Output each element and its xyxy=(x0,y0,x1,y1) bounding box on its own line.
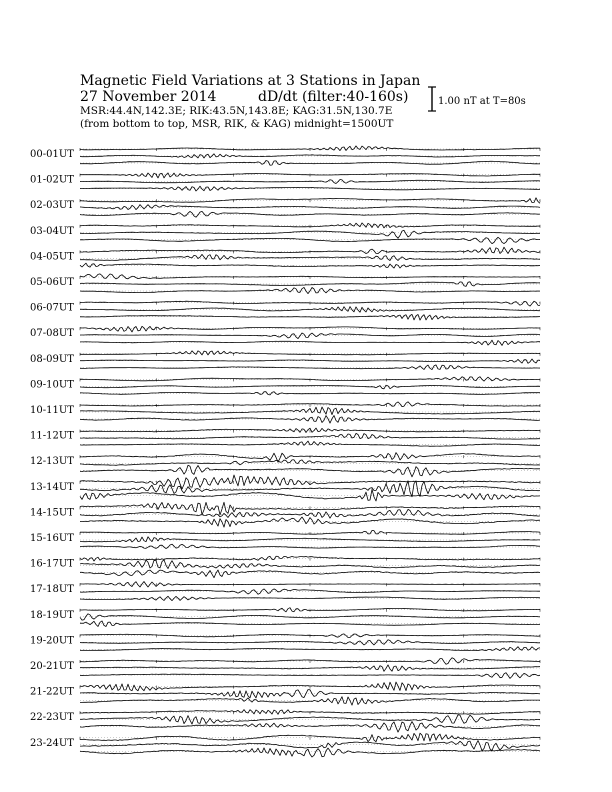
chart-stations: MSR:44.4N,142.3E; RIK:43.5N,143.8E; KAG:31.5N,130.7E xyxy=(80,105,393,117)
hour-label: 05-06UT xyxy=(30,277,74,288)
hour-rows xyxy=(30,146,540,757)
hour-row xyxy=(30,608,540,627)
hour-label: 02-03UT xyxy=(30,200,74,212)
hour-label: 09-10UT xyxy=(30,379,74,391)
hour-label: 20-21UT xyxy=(30,661,74,672)
trace-rik xyxy=(80,254,540,260)
trace-rik xyxy=(80,560,540,569)
trace-msr xyxy=(80,544,540,548)
trace-msr xyxy=(80,748,540,757)
hour-row xyxy=(30,634,540,651)
hour-row xyxy=(30,530,540,548)
hour-label: 22-23UT xyxy=(30,712,74,724)
trace-rik xyxy=(80,433,540,439)
hour-label: 08-09UT xyxy=(30,353,74,365)
hour-row xyxy=(30,146,540,165)
trace-rik xyxy=(80,154,540,158)
trace-rik xyxy=(80,715,540,724)
trace-msr xyxy=(80,673,540,679)
hour-label: 21-22UT xyxy=(30,686,74,698)
trace-msr xyxy=(80,570,540,578)
chart-header xyxy=(80,73,420,130)
trace-msr xyxy=(80,517,540,527)
chart-title: Magnetic Field Variations at 3 Stations in Japan xyxy=(80,73,421,89)
trace-rik xyxy=(80,690,540,698)
hour-row xyxy=(30,556,540,577)
trace-rik xyxy=(80,509,540,518)
chart-date: 27 November 2014 xyxy=(80,89,217,105)
hour-row xyxy=(30,582,540,601)
trace-msr xyxy=(80,237,540,243)
hour-label: 19-20UT xyxy=(30,635,74,647)
trace-rik xyxy=(80,460,540,466)
trace-rik xyxy=(80,230,540,238)
hour-label: 14-15UT xyxy=(30,507,74,519)
hour-label: 16-17UT xyxy=(30,558,74,570)
scale-bar-label: 1.00 nT at T=80s xyxy=(438,96,526,107)
trace-msr xyxy=(80,489,540,501)
hour-row xyxy=(30,502,540,527)
hour-label: 04-05UT xyxy=(30,251,74,263)
hour-row xyxy=(30,326,540,345)
hour-row xyxy=(30,223,540,244)
hour-label: 17-18UT xyxy=(30,584,74,596)
trace-msr xyxy=(80,263,540,268)
hour-label: 10-11UT xyxy=(30,405,74,416)
chart-station-order: (from bottom to top, MSR, RIK, & KAG) midnight=1500UT xyxy=(80,118,394,130)
hour-row xyxy=(30,351,540,370)
hour-row xyxy=(30,658,540,679)
hour-label: 00-01UT xyxy=(30,149,74,160)
trace-msr xyxy=(80,697,540,705)
trace-msr xyxy=(80,287,540,293)
hour-row xyxy=(30,198,540,217)
chart-quantity: dD/dt (filter:40-160s) xyxy=(258,89,409,105)
hour-row xyxy=(30,301,540,320)
trace-rik xyxy=(80,407,540,415)
hour-label: 03-04UT xyxy=(30,225,74,237)
hour-label: 15-16UT xyxy=(30,533,74,544)
hour-label: 23-24UT xyxy=(30,737,74,749)
hour-label: 01-02UT xyxy=(30,174,74,186)
hour-row xyxy=(30,682,540,705)
hour-row xyxy=(30,710,540,733)
hour-label: 07-08UT xyxy=(30,328,74,340)
hour-row xyxy=(30,377,540,395)
hour-row xyxy=(30,733,540,757)
hour-label: 13-14UT xyxy=(30,481,74,493)
hour-label: 11-12UT xyxy=(30,430,74,442)
trace-rik xyxy=(80,589,540,594)
trace-msr xyxy=(80,465,540,477)
trace-rik xyxy=(80,537,540,542)
trace-msr xyxy=(80,340,540,345)
trace-msr xyxy=(80,314,540,320)
trace-msr xyxy=(80,722,540,733)
scale-bar xyxy=(428,87,526,111)
hour-label: 12-13UT xyxy=(30,456,74,468)
trace-msr xyxy=(80,621,540,627)
trace-msr xyxy=(80,441,540,446)
hour-row xyxy=(30,173,540,191)
trace-rik xyxy=(80,282,540,287)
trace-msr xyxy=(80,647,540,651)
hour-row xyxy=(30,402,540,423)
trace-msr xyxy=(80,392,540,395)
hour-label: 06-07UT xyxy=(30,302,74,314)
hour-label: 18-19UT xyxy=(30,609,74,621)
hour-row xyxy=(30,247,540,268)
trace-rik xyxy=(80,333,540,339)
trace-msr xyxy=(80,596,540,600)
hour-row xyxy=(30,428,540,446)
hour-row xyxy=(30,475,540,501)
hour-row xyxy=(30,274,540,294)
hour-row xyxy=(30,453,540,477)
trace-rik xyxy=(80,385,540,389)
trace-msr xyxy=(80,416,540,424)
trace-rik xyxy=(80,741,540,751)
trace-rik xyxy=(80,359,540,363)
trace-msr xyxy=(80,365,540,370)
